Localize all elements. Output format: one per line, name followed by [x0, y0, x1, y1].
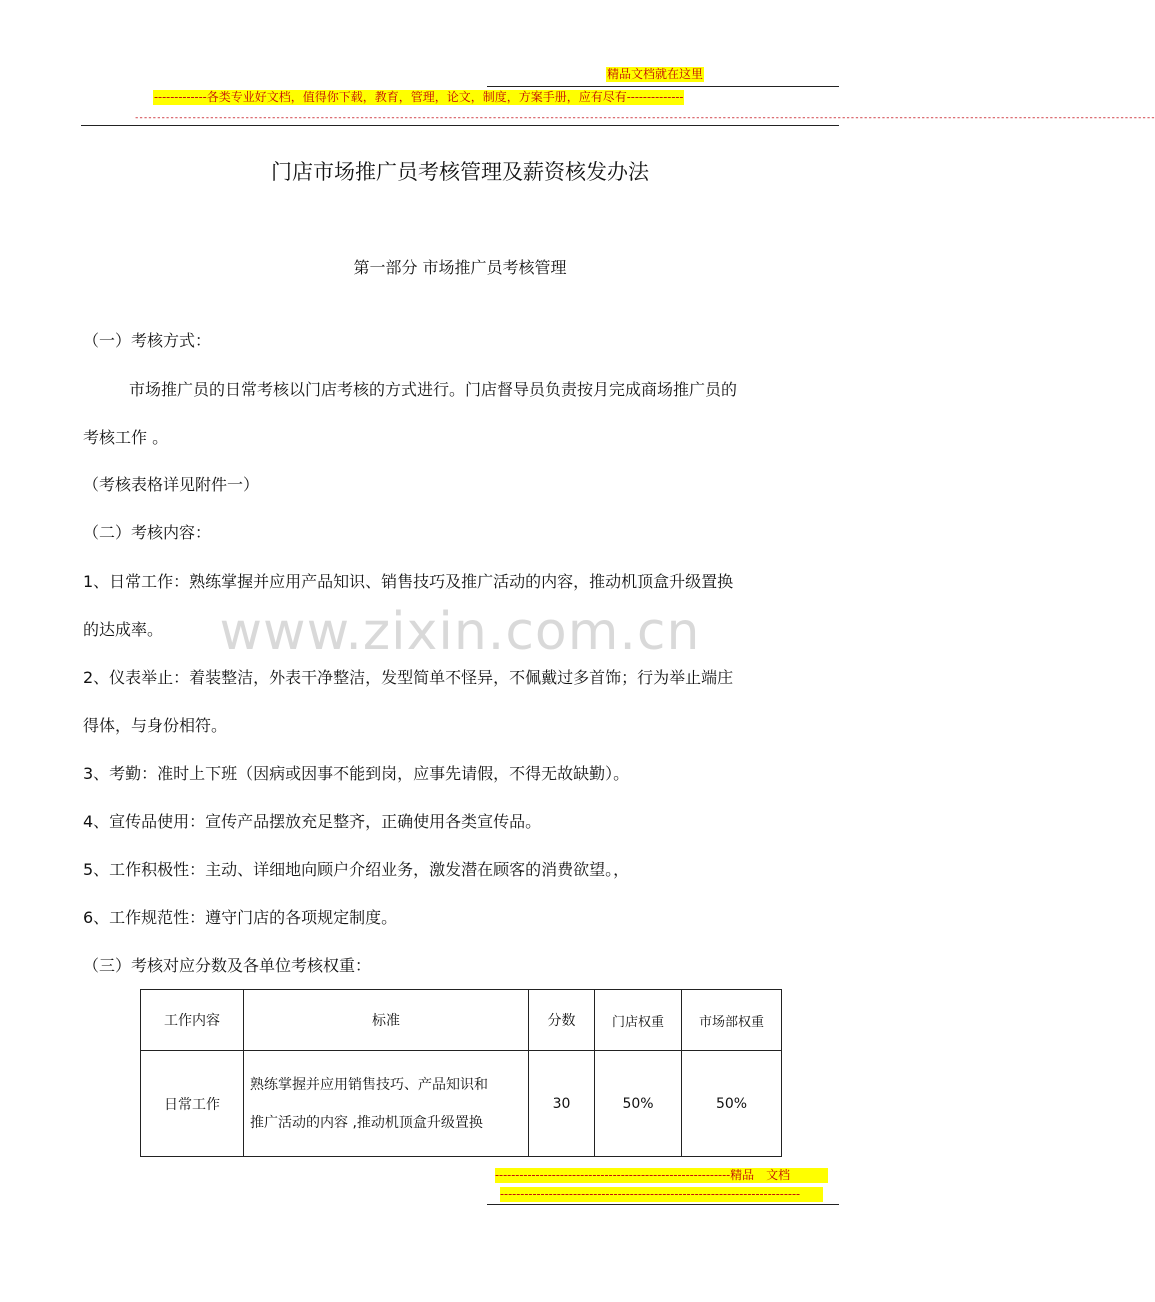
cell-market-weight: 50%	[682, 1051, 782, 1157]
part-heading: 第一部分 市场推广员考核管理	[353, 258, 567, 277]
table-header-row	[141, 990, 782, 1051]
col-header-market-weight: 市场部权重	[682, 990, 782, 1051]
section-3-heading: （三）考核对应分数及各单位考核权重：	[83, 956, 372, 975]
col-header-content: 工作内容	[141, 990, 244, 1051]
section-1-note: （考核表格详见附件一）	[83, 475, 260, 494]
item-1-line1: 1、日常工作：熟练掌握并应用产品知识、销售技巧及推广活动的内容，推动机顶盒升级置换	[83, 572, 734, 591]
header-dash-row: ---------------------------------------------------------------------------------------------------------------------------------------------------------------------------------------------------------------------------------------	[134, 113, 1155, 123]
header-rule-bottom	[81, 125, 839, 126]
item-5: 5、工作积极性：主动、详细地向顾户介绍业务，激发潜在顾客的消费欲望。，	[83, 860, 630, 879]
header-rule-top	[487, 86, 839, 87]
cell-content: 日常工作	[141, 1051, 244, 1157]
footer-line-1: ----------------------------------------------------------精品 文档	[495, 1168, 828, 1183]
footer-line-2: --------------------------------------------------------------------------	[500, 1187, 823, 1202]
page-title: 门店市场推广员考核管理及薪资核发办法	[271, 160, 649, 184]
header-tagline: 精品文档就在这里	[607, 67, 704, 81]
item-1-line2: 的达成率。	[83, 620, 164, 639]
assessment-table	[140, 989, 782, 1157]
cell-standard-line1: 熟练掌握并应用销售技巧、产品知识和	[250, 1076, 488, 1093]
cell-standard	[244, 1051, 529, 1157]
header-banner: -------------各类专业好文档，值得你下载，教育，管理，论文，制度，方案手册，应有尽有--------------	[154, 90, 684, 104]
item-2-line2: 得体，与身份相符。	[83, 716, 228, 735]
section-1-paragraph-line2: 考核工作 。	[83, 428, 169, 447]
table-row	[141, 1051, 782, 1157]
col-header-standard: 标准	[244, 990, 529, 1051]
item-3: 3、考勤：准时上下班（因病或因事不能到岗，应事先请假，不得无故缺勤）。	[83, 764, 630, 783]
col-header-score: 分数	[529, 990, 595, 1051]
section-2-heading: （二）考核内容：	[83, 523, 212, 542]
col-header-store-weight: 门店权重	[595, 990, 682, 1051]
section-1-paragraph-line1: 市场推广员的日常考核以门店考核的方式进行。门店督导员负责按月完成商场推广员的	[129, 380, 738, 399]
cell-score: 30	[529, 1051, 595, 1157]
cell-store-weight: 50%	[595, 1051, 682, 1157]
item-2-line1: 2、仪表举止：着装整洁，外表干净整洁，发型简单不怪异，不佩戴过多首饰；行为举止端庄	[83, 668, 734, 687]
watermark: www.zixin.com.cn	[219, 602, 701, 662]
cell-standard-line2: 推广活动的内容 ,推动机顶盒升级置换	[250, 1114, 483, 1131]
footer-rule	[487, 1204, 839, 1205]
item-4: 4、宣传品使用：宣传产品摆放充足整齐，正确使用各类宣传品。	[83, 812, 542, 831]
item-6: 6、工作规范性：遵守门店的各项规定制度。	[83, 908, 398, 927]
section-1-heading: （一）考核方式：	[83, 331, 212, 350]
